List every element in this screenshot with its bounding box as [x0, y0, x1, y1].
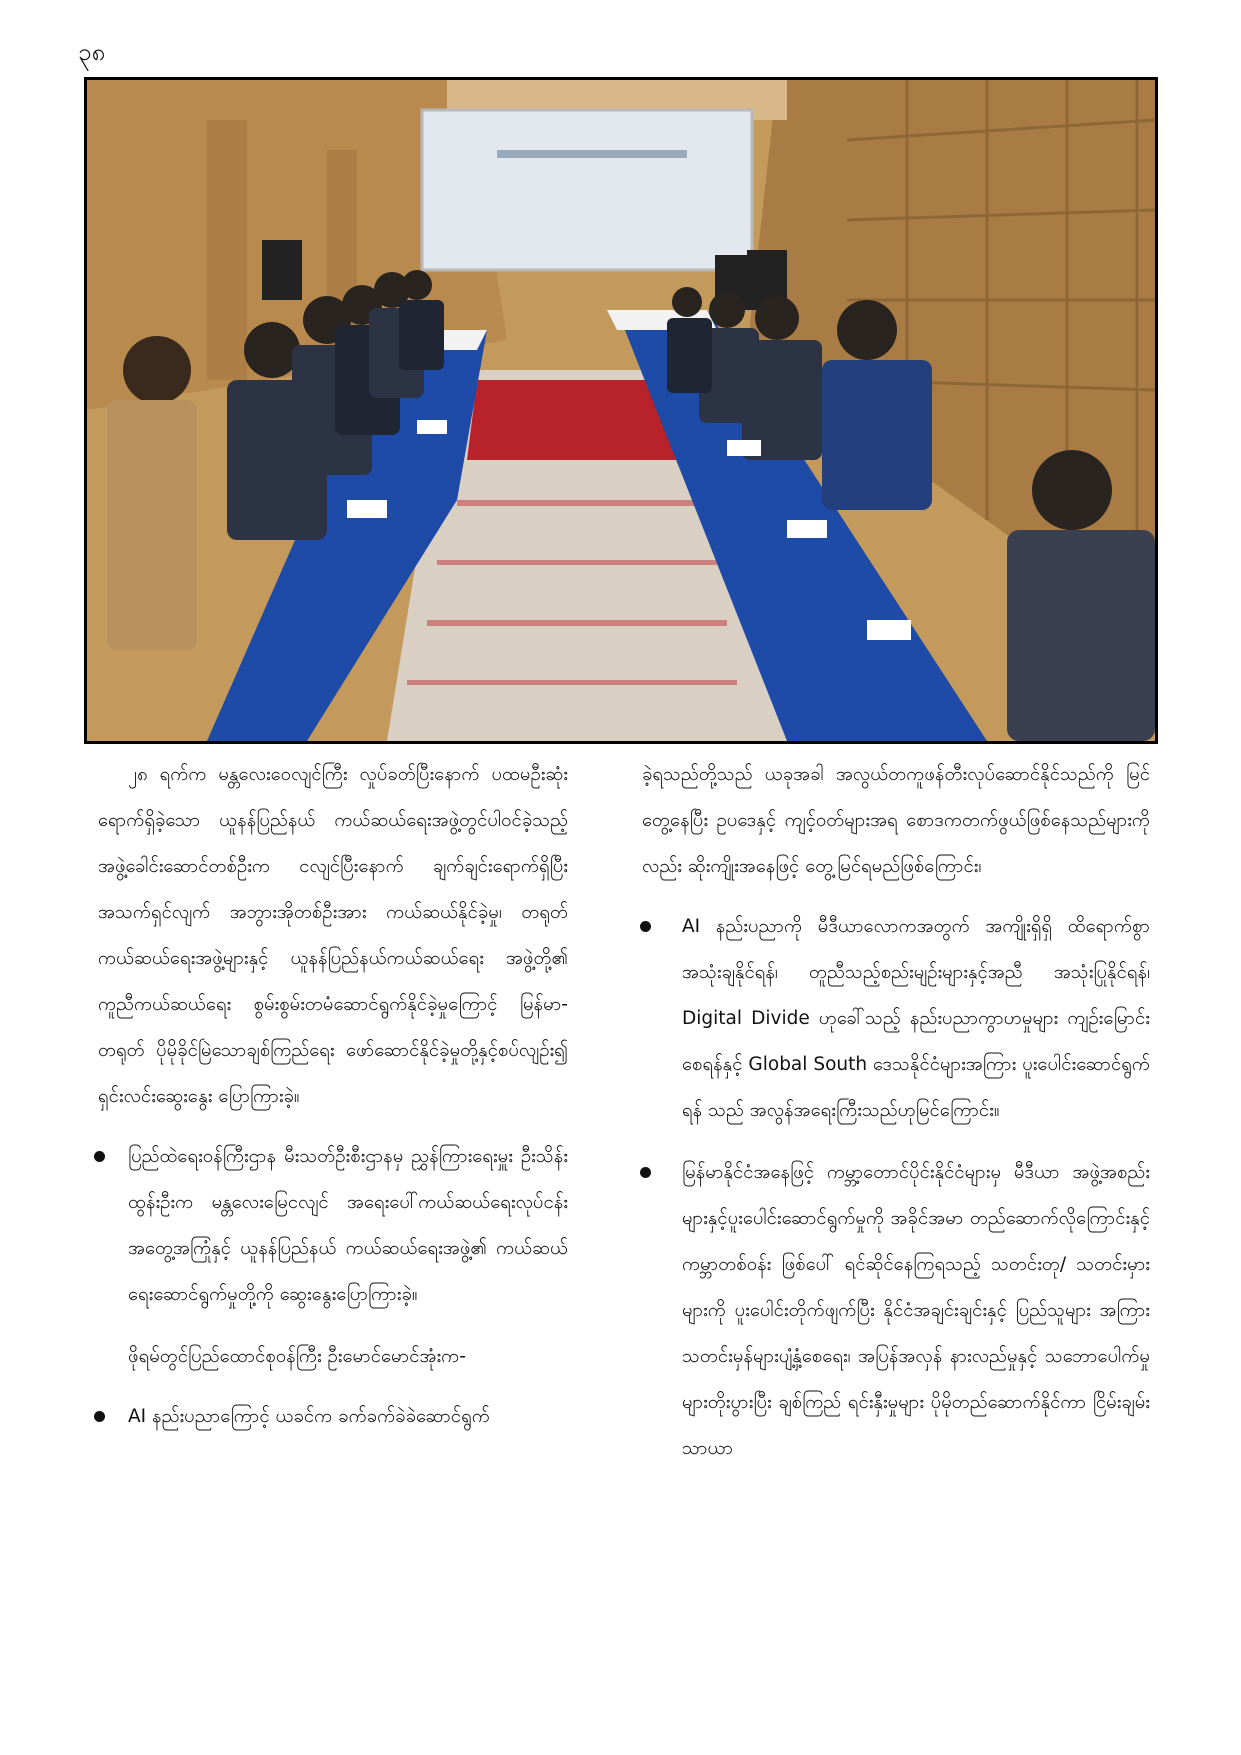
bullet-icon	[640, 921, 651, 932]
speaker-left	[262, 240, 302, 300]
bullet-item	[642, 904, 1150, 1134]
projection-screen	[422, 110, 752, 270]
bullet-item	[98, 1134, 568, 1318]
bullet-item	[98, 1394, 568, 1440]
conference-room-illustration	[87, 80, 1155, 741]
meeting-photo	[84, 77, 1158, 744]
bullet-icon	[640, 1167, 651, 1178]
bullet-icon	[94, 1151, 105, 1162]
paragraph: ၂၈ ရက်က မန္တလေးဝေလျင်ကြီး လှုပ်ခတ်ပြီးနောက် ပထမဦးဆုံးရောက်ရှိခဲ့သော ယူနန်ပြည်နယ် ကယ်ဆယ်ရေးအဖွဲ့တွင်ပါဝင်ခဲ့သည့် အဖွဲ့ခေါင်းဆောင်တစ်ဦးက ငလျင်ပြီးနောက် ချက်ချင်းရောက်ရှိပြီး အသက်ရှင်လျက် အဘွားအိုတစ်ဦးအား ကယ်ဆယ်နိုင်ခဲ့မှု၊ တရုတ်ကယ်ဆယ်ရေးအဖွဲ့များနှင့် ယူနန်ပြည်နယ်ကယ်ဆယ်ရေး အဖွဲ့တို့၏ ကူညီကယ်ဆယ်ရေး စွမ်းစွမ်းတမံဆောင်ရွက်နိုင်ခဲ့မှုကြောင့် မြန်မာ- တရုတ် ပိုမိုခိုင်မြဲသောချစ်ကြည်ရေး ဖော်ဆောင်နိုင်ခဲ့မှုတို့နှင့်စပ်လျဉ်း၍ ရှင်းလင်းဆွေးနွေး ပြောကြားခဲ့။	[98, 764, 568, 1107]
bullet-text: မြန်မာနိုင်ငံအနေဖြင့် ကမ္ဘာ့တောင်ပိုင်းနိုင်ငံများမှ မီဒီယာ အဖွဲ့အစည်းများနှင့်ပူးပေါင်းဆောင်ရွက်မှုကို အခိုင်အမာ တည်ဆောက်လိုကြောင်းနှင့် ကမ္ဘာတစ်ဝန်း ဖြစ်ပေါ် ရင်ဆိုင်နေကြရသည့် သတင်းတု/ သတင်းမှားများကို ပူးပေါင်းတိုက်ဖျက်ပြီး နိုင်ငံအချင်းချင်းနှင့် ပြည်သူများ အကြား သတင်းမှန်များပျံ့နှံ့စေရေး၊ အပြန်အလှန် နားလည်မှုနှင့် သဘောပေါက်မှုများတိုးပွားပြီး ချစ်ကြည် ရင်းနှီးမှုများ ပိုမိုတည်ဆောက်နိုင်ကာ ငြိမ်းချမ်းသာယာ	[682, 1162, 1150, 1459]
left-column	[98, 752, 568, 1456]
paragraph: ဖိုရမ်တွင်ပြည်ထောင်စုဝန်ကြီး ဦးမောင်မောင်အုံးက-	[128, 1346, 466, 1367]
bullet-text: AI နည်းပညာကြောင့် ယခင်က ခက်ခက်ခဲခဲဆောင်ရွက်	[128, 1406, 490, 1427]
page-number: ၃၈	[78, 38, 106, 66]
paragraph: ခဲ့ရသည်တို့သည် ယခုအခါ အလွယ်တကူဖန်တီးလုပ်ဆောင်နိုင်သည်ကို မြင်တွေ့နေပြီး ဥပဒေနှင့် ကျင့်ဝတ်များအရ စောဒကတက်ဖွယ်ဖြစ်နေသည်များကိုလည်း ဆိုးကျိုးအနေဖြင့် တွေ့မြင်ရမည်ဖြစ်ကြောင်း၊	[642, 764, 1150, 877]
bullet-text: AI နည်းပညာကို မီဒီယာလောကအတွက် အကျိုးရှိရှိ ထိရောက်စွာအသုံးချနိုင်ရန်၊ တူညီသည့်စည်းမျဉ်းများနှင့်အညီ အသုံးပြုနိုင်ရန်၊ Digital Divide ဟုခေါ်သည့် နည်းပညာကွာဟမှုများ ကျဉ်းမြောင်းစေရန်နှင့် Global South ဒေသနိုင်ငံများအကြား ပူးပေါင်းဆောင်ရွက်ရန် သည် အလွန်အရေးကြီးသည်ဟုမြင်ကြောင်း။	[682, 916, 1150, 1121]
right-column	[642, 752, 1150, 1488]
bullet-text: ပြည်ထဲရေးဝန်ကြီးဌာန မီးသတ်ဦးစီးဌာနမှ ညွှန်ကြားရေးမှူး ဦးသိန်းထွန်းဦးက မန္တလေးမြေငလျင် အရေးပေါ်ကယ်ဆယ်ရေးလုပ်ငန်းအတွေ့အကြုံနှင့် ယူနန်ပြည်နယ် ကယ်ဆယ်ရေးအဖွဲ့၏ ကယ်ဆယ်ရေးဆောင်ရွက်မှုတို့ကို ဆွေးနွေးပြောကြားခဲ့။	[128, 1146, 568, 1305]
bullet-icon	[94, 1411, 105, 1422]
bullet-item	[642, 1150, 1150, 1472]
